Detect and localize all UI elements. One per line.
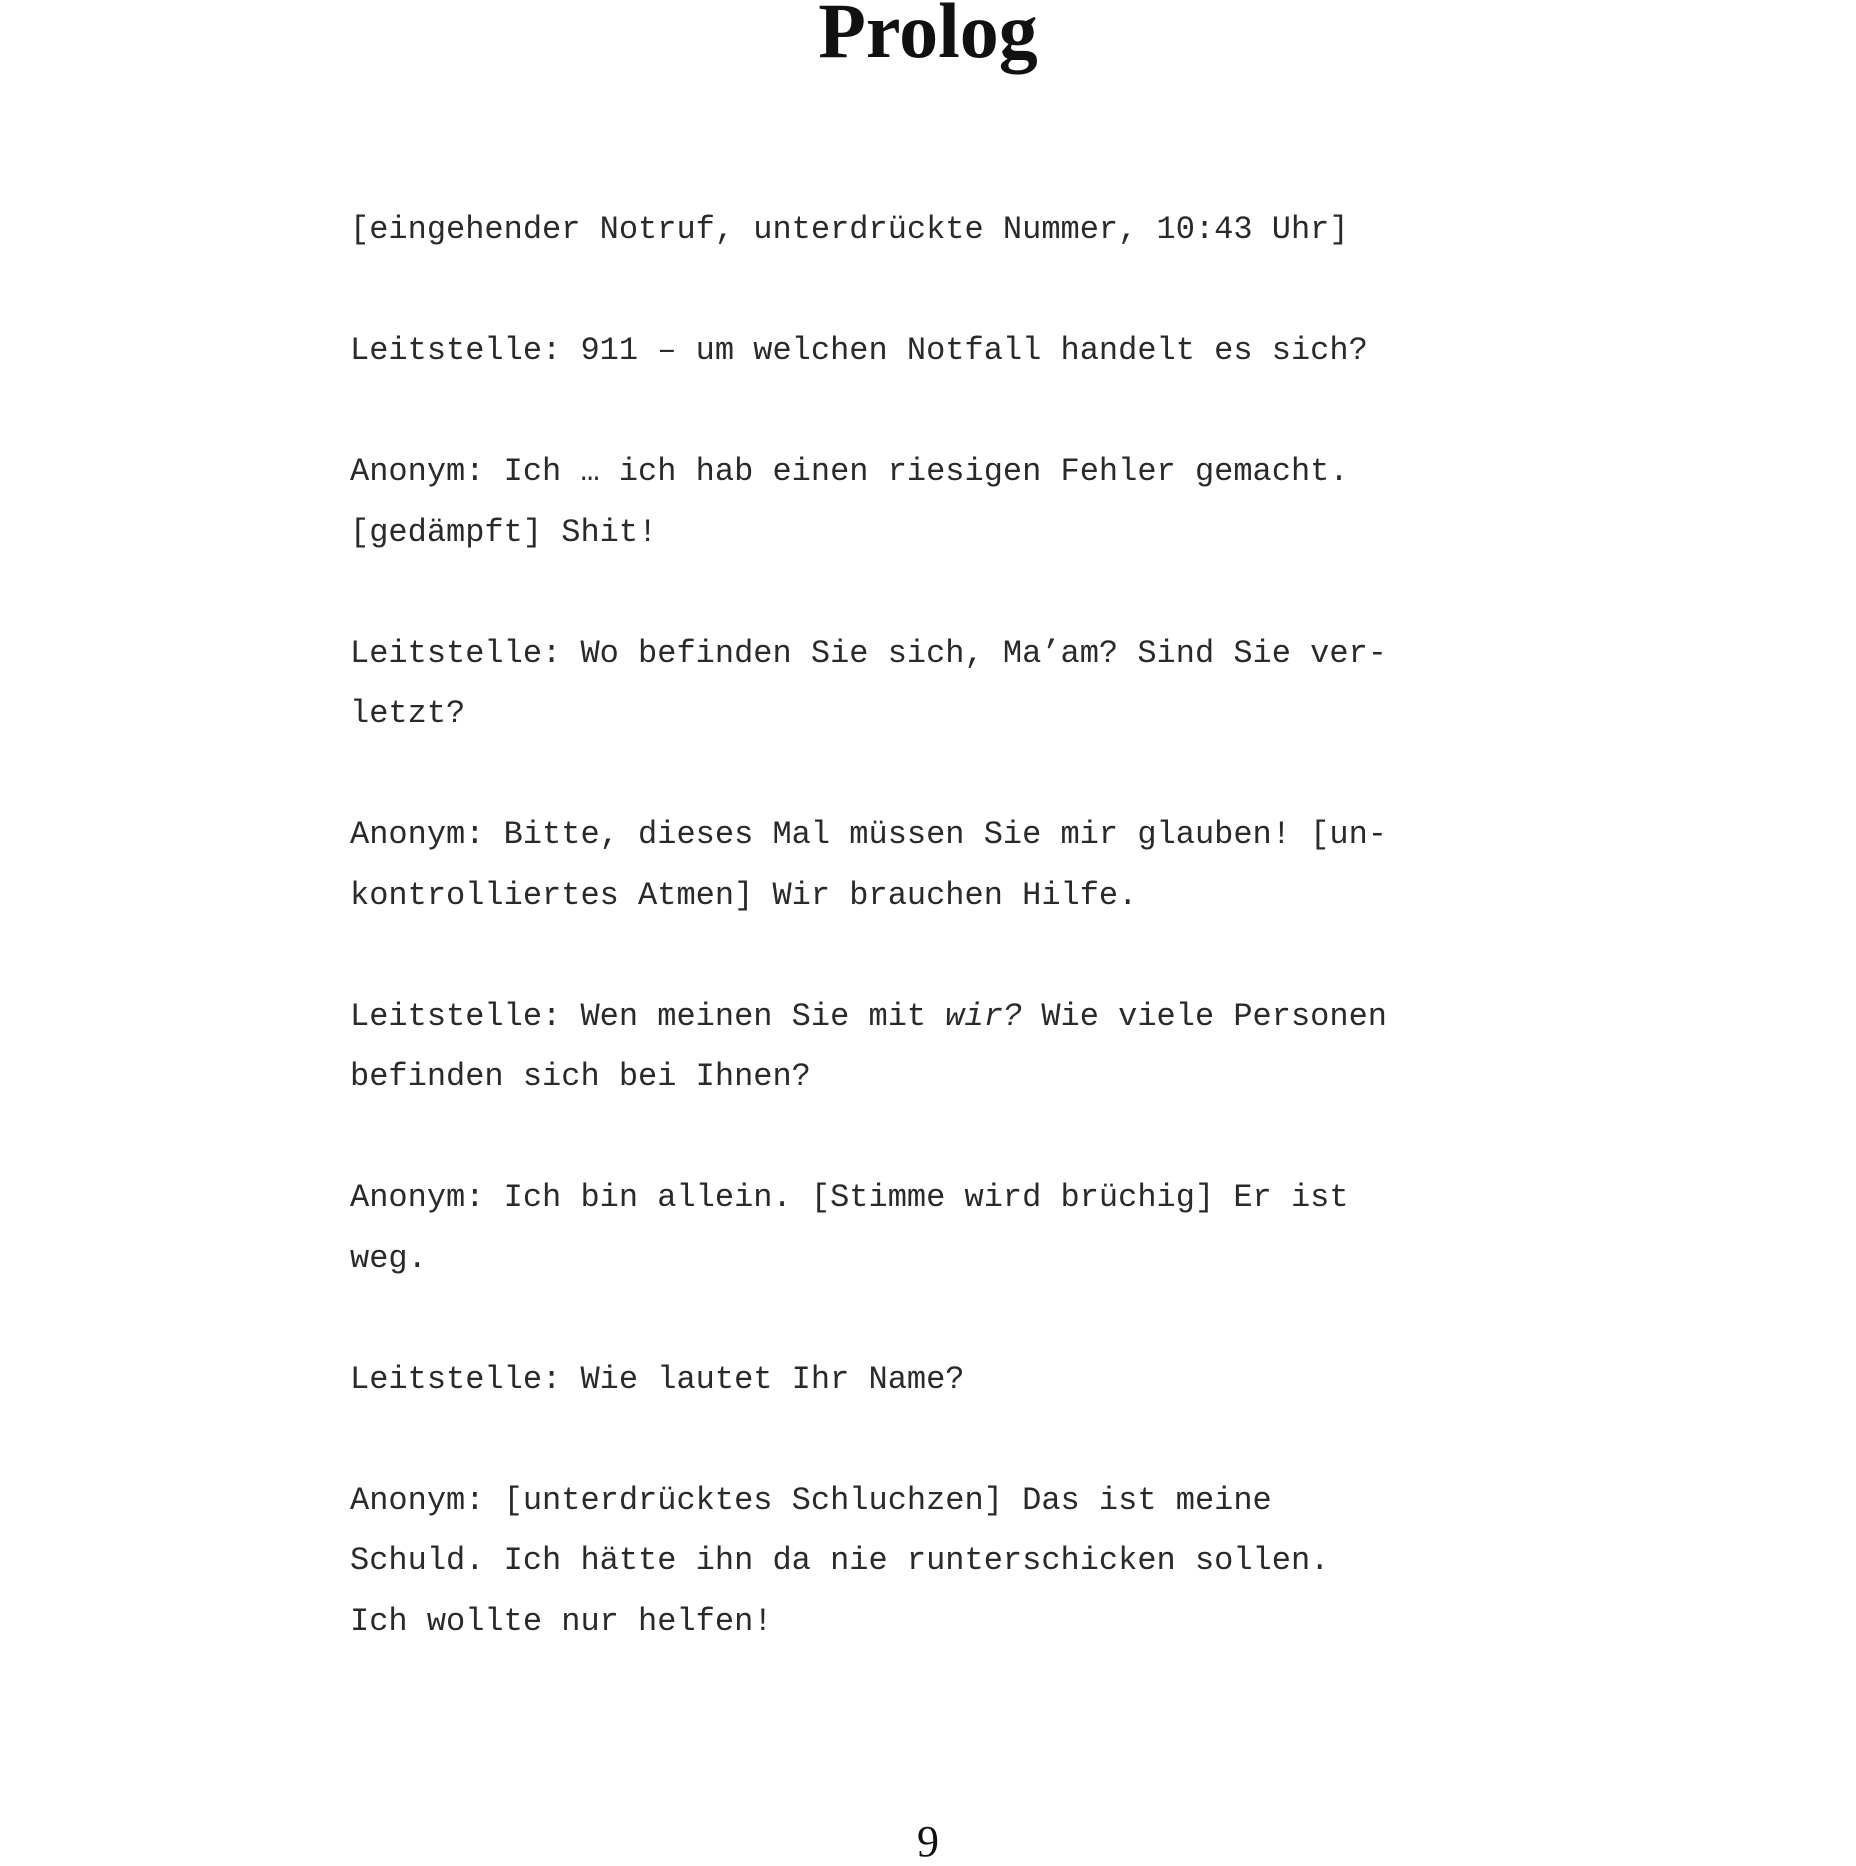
transcript-line: Anonym: Bitte, dieses Mal müssen Sie mir glauben! [un-	[350, 816, 1387, 853]
transcript-line: letzt?	[350, 695, 466, 732]
transcript-entry	[350, 1350, 1550, 1411]
transcript-entry	[350, 1471, 1550, 1653]
transcript-line: Leitstelle: Wie lautet Ihr Name?	[350, 1360, 965, 1398]
transcript-entry	[350, 1168, 1550, 1289]
transcript-line: Leitstelle: Wo befinden Sie sich, Ma’am? Sind Sie ver-	[350, 634, 1387, 672]
transcript-line: kontrolliertes Atmen] Wir brauchen Hilfe.	[350, 876, 1138, 914]
transcript-line: befinden sich bei Ihnen?	[350, 1058, 811, 1095]
transcript-line: Anonym: [unterdrücktes Schluchzen] Das ist meine	[350, 1481, 1272, 1519]
transcript-entry	[350, 624, 1550, 745]
transcript-line: Leitstelle: 911 – um welchen Notfall handelt es sich?	[350, 332, 1368, 369]
transcript-line-with-emphasis	[350, 987, 1550, 1048]
transcript-entry	[350, 200, 1550, 261]
transcript-line: weg.	[350, 1239, 427, 1277]
transcript-line: [gedämpft] Shit!	[350, 513, 658, 551]
line-text: Leitstelle: Wen meinen Sie mit	[350, 997, 946, 1035]
transcript-line: Anonym: Ich bin allein. [Stimme wird brüchig] Er ist	[350, 1179, 1349, 1216]
transcript-entry	[350, 805, 1550, 926]
page-number: 9	[917, 1817, 939, 1866]
transcript-entry	[350, 442, 1550, 563]
transcript-entry	[350, 321, 1550, 382]
transcript-line: [eingehender Notruf, unterdrückte Nummer, 10:43 Uhr]	[350, 211, 1349, 248]
emphasis-text: wir?	[945, 997, 1023, 1035]
call-transcript	[350, 200, 1550, 1652]
transcript-line: Ich wollte nur helfen!	[350, 1602, 773, 1640]
transcript-entry	[350, 987, 1550, 1108]
chapter-title: Prolog	[818, 0, 1038, 74]
transcript-line: Schuld. Ich hätte ihn da nie runterschicken sollen.	[350, 1542, 1330, 1579]
line-text: Wie viele Personen	[1022, 997, 1387, 1035]
transcript-line: Anonym: Ich … ich hab einen riesigen Fehler gemacht.	[350, 453, 1349, 490]
